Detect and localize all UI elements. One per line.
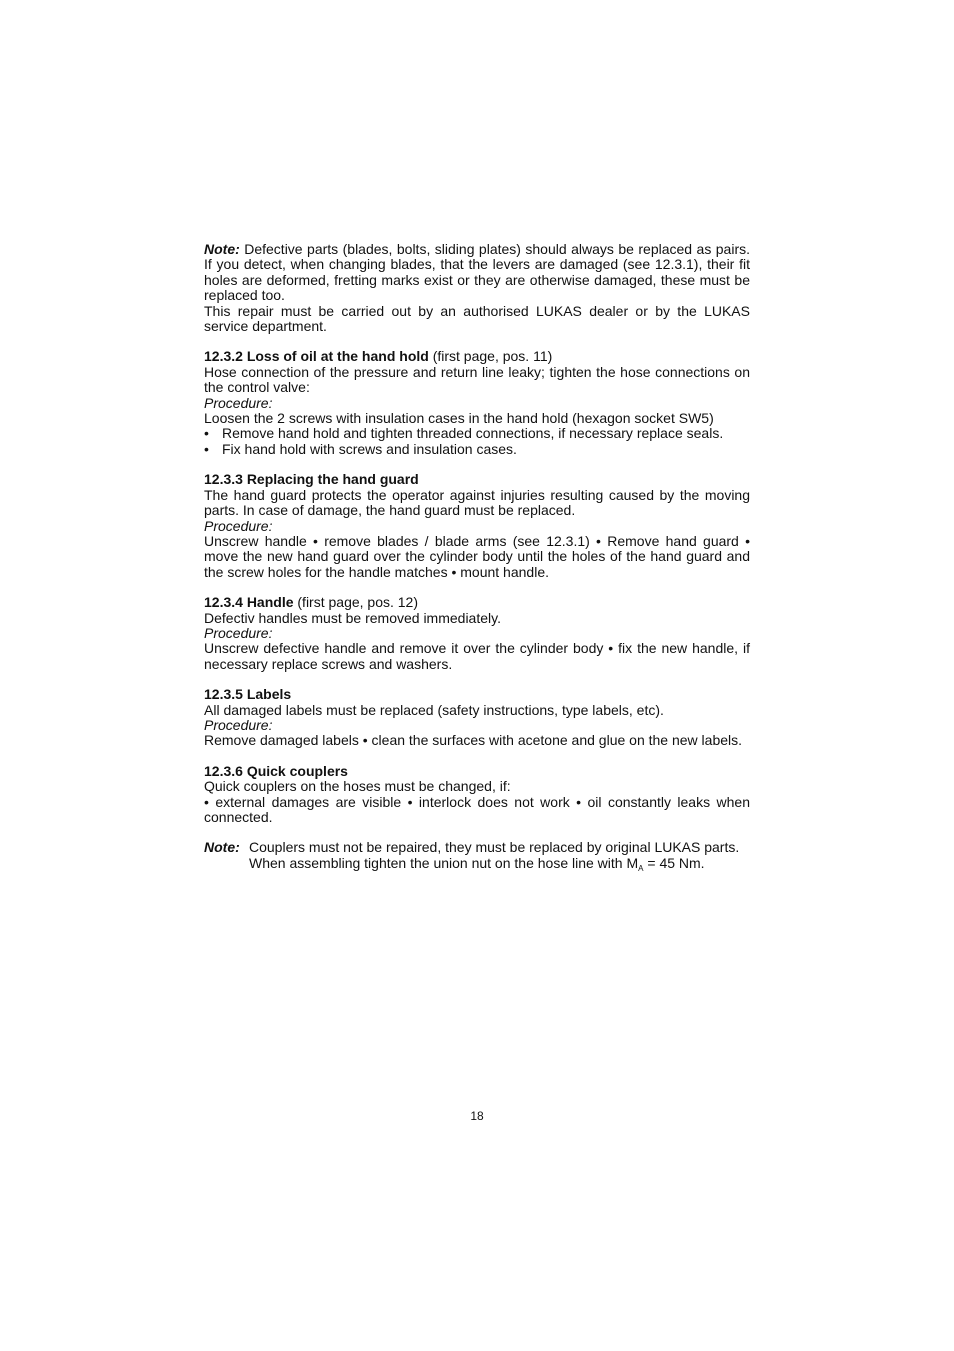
note-label: Note:: [204, 839, 240, 856]
procedure-label: Procedure:: [204, 394, 273, 411]
heading-reference: (first page, pos. 11): [428, 348, 553, 365]
section-text-2: • external damages are visible • interlock does not work • oil constantly leaks when connected.: [204, 793, 750, 825]
section-12-3-2-heading: [204, 349, 750, 364]
section-heading: 12.3.4 Handle: [204, 594, 294, 611]
procedure-text: Unscrew handle • remove blades / blade arms (see 12.3.1) • Remove hand guard • move the new hand guard over the cylinder body until the holes of the hand guard and the screw holes for the handle matches • mount handle.: [204, 532, 750, 580]
coupler-note: [204, 840, 750, 871]
procedure-text: Remove damaged labels • clean the surfaces with acetone and glue on the new labels.: [204, 732, 743, 749]
section-12-3-3-heading: 12.3.3 Replacing the hand guard: [204, 471, 419, 488]
procedure-label: Procedure:: [204, 716, 273, 733]
page-number: 18: [470, 1109, 484, 1123]
list-item-text: Fix hand hold with screws and insulation cases.: [222, 440, 517, 457]
procedure-text: Loosen the 2 screws with insulation cases in the hand hold (hexagon socket SW5): [204, 410, 714, 427]
section-text: Hose connection of the pressure and return line leaky; tighten the hose connections on the control valve:: [204, 363, 750, 396]
procedure-text: Unscrew defective handle and remove it over the cylinder body • fix the new handle, if necessary replace screws and washers.: [204, 640, 750, 672]
section-text: Defectiv handles must be removed immediately.: [204, 609, 501, 626]
section-12-3-6-heading: 12.3.6 Quick couplers: [204, 762, 348, 779]
bullet-marker: •: [204, 440, 209, 457]
note-line-1: Couplers must not be repaired, they must be replaced by original LUKAS parts.: [249, 839, 740, 856]
list-item: [204, 442, 750, 457]
procedure-label: Procedure:: [204, 517, 273, 534]
note-line-2: [249, 856, 750, 871]
section-12-3-4-heading: [204, 595, 750, 610]
note-body: [249, 840, 750, 871]
procedure-label: Procedure:: [204, 624, 273, 641]
section-text: Quick couplers on the hoses must be changed, if:: [204, 778, 511, 795]
list-item-text: Remove hand hold and tighten threaded connections, if necessary replace seals.: [222, 425, 724, 442]
note-line-2-text: When assembling tighten the union nut on the hose line with M: [249, 854, 639, 871]
torque-subscript: A: [638, 863, 644, 873]
torque-value: = 45 Nm.: [643, 854, 705, 871]
section-text: The hand guard protects the operator against injuries resulting caused by the moving parts. In case of damage, the hand guard must be replaced.: [204, 486, 750, 519]
section-heading: 12.3.2 Loss of oil at the hand hold: [204, 348, 429, 365]
bullet-marker: •: [204, 425, 209, 442]
page-content: [204, 242, 750, 871]
note-label: Note:: [204, 241, 240, 257]
section-text: All damaged labels must be replaced (safety instructions, type labels, etc).: [204, 701, 664, 718]
note-paragraph: [204, 242, 750, 304]
section-12-3-5-heading: 12.3.5 Labels: [204, 686, 292, 703]
heading-reference: (first page, pos. 12): [293, 594, 419, 611]
list-item: [204, 426, 750, 441]
note-text-2: This repair must be carried out by an authorised LUKAS dealer or by the LUKAS service department.: [204, 302, 750, 335]
note-text: Defective parts (blades, bolts, sliding plates) should always be replaced as pairs. If you detect, when changing blades, that the levers are damaged (see 12.3.1), their fit holes are deformed, fretting marks exist or they are otherwise damaged, these must be replaced too.: [204, 241, 750, 304]
